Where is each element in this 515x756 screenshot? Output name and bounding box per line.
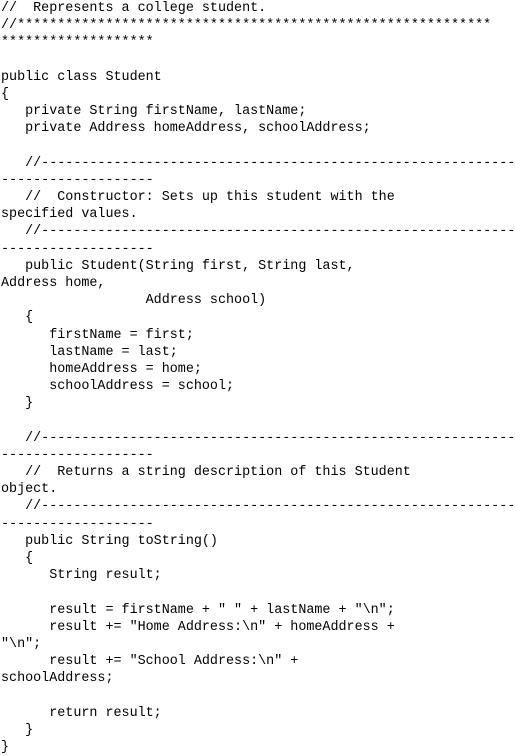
code-line: "\n"; <box>1 636 42 652</box>
code-line: //----------------------------------------------------------- <box>1 430 515 446</box>
code-line: //----------------------------------------------------------- <box>1 155 515 171</box>
code-line: // Constructor: Sets up this student with the <box>1 190 395 206</box>
code-line: //----------------------------------------------------------- <box>1 224 515 240</box>
code-line: //*********************************************************** <box>1 18 492 34</box>
code-line: result = firstName + " " + lastName + "\n"; <box>1 602 395 618</box>
code-line: } <box>1 722 34 738</box>
code-line: result += "School Address:\n" + <box>1 654 299 670</box>
code-line: firstName = first; <box>1 327 194 343</box>
code-line <box>1 138 455 155</box>
code-line: //----------------------------------------------------------- <box>1 499 515 515</box>
code-line: String result; <box>1 568 162 584</box>
code-line: private String firstName, lastName; <box>1 104 307 120</box>
code-line: { <box>1 551 34 566</box>
code-line: public String toString() <box>1 533 218 549</box>
code-line: public class Student <box>1 69 162 85</box>
code-line: Address school) <box>1 293 267 309</box>
code-line: object. <box>1 482 58 498</box>
code-line: } <box>1 740 10 756</box>
code-line: homeAddress = home; <box>1 361 202 377</box>
code-line: ------------------- <box>1 447 154 463</box>
code-line <box>1 52 455 69</box>
code-line: private Address homeAddress, schoolAddress; <box>1 121 371 137</box>
code-line: public Student(String first, String last, <box>1 258 355 274</box>
code-line: return result; <box>1 705 162 721</box>
code-line: } <box>1 396 34 412</box>
code-line <box>1 413 455 430</box>
code-line <box>1 688 455 705</box>
code-line: { <box>1 310 34 326</box>
code-line: specified values. <box>1 207 138 223</box>
code-line: schoolAddress = school; <box>1 379 235 395</box>
code-line: // Returns a string description of this Student <box>1 465 411 481</box>
code-line: // Represents a college student. <box>1 1 267 16</box>
code-line <box>1 584 455 601</box>
code-line: ------------------- <box>1 241 154 257</box>
code-line: ******************* <box>1 35 154 51</box>
code-line: { <box>1 86 10 102</box>
code-line: schoolAddress; <box>1 671 114 687</box>
code-line: lastName = last; <box>1 344 178 360</box>
code-line: result += "Home Address:\n" + homeAddress + <box>1 619 395 635</box>
code-line: Address home, <box>1 276 106 291</box>
code-line: ------------------- <box>1 172 154 188</box>
code-line: ------------------- <box>1 516 154 532</box>
